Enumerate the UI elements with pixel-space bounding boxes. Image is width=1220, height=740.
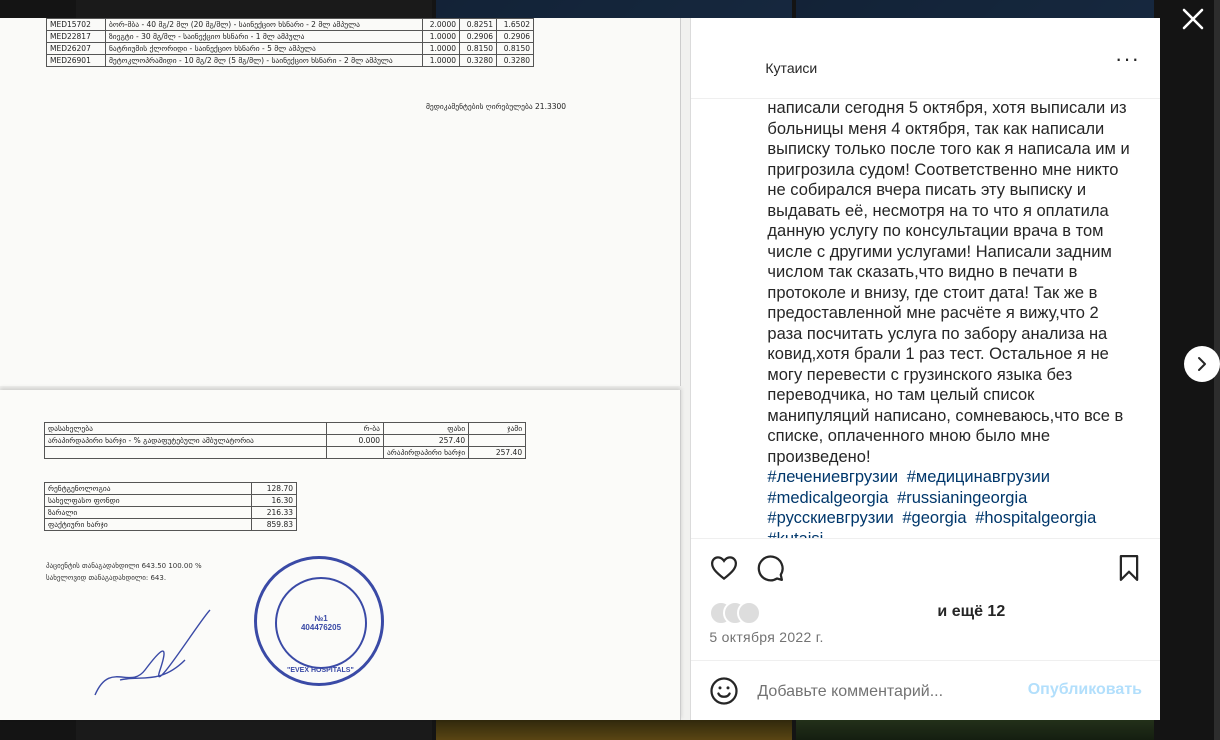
hashtag-link[interactable]: #georgia [902,509,967,527]
table-row: რენტგენოლოგია 128.70 [45,483,297,495]
bookmark-icon [1114,553,1144,583]
comment-input[interactable] [755,679,1009,705]
more-options-button[interactable] [1115,46,1140,72]
post-header [691,18,1160,99]
post-date[interactable]: 5 октября 2022 г. [709,629,824,645]
table-row: ზარალი 216.33 [45,507,297,519]
comment-bar [691,660,1160,721]
table-row: MED26901 მეტოკლოპრამიდი - 10 მგ/2 მლ (5 მგ/მლ) - საინექციო ხსნარი - 2 მლ ამპულა 1.0000 0.3280 0.3280 [47,55,534,67]
hashtag-link[interactable]: #russianingeorgia [897,488,1028,507]
avatar [737,601,761,625]
comment-icon [755,553,785,583]
likers-avatars[interactable] [709,601,759,623]
summary-table [44,422,526,459]
chevron-right-icon [1194,356,1210,372]
payment-block: პაციენტის თანაგადახდილი 643.50 100.00 % სახელოვიდ თანაგადახდილი: 643. [46,562,202,582]
table-row: სახელფასო ფონდი 16.30 [45,495,297,507]
medication-total: მედიკამენტების ღირებულება 21.3300 [426,102,567,111]
post-details-panel [690,18,1160,720]
post-media [0,18,690,720]
location-link[interactable]: Кутаиси [765,60,818,76]
emoji-icon [709,676,739,706]
save-button[interactable] [1114,553,1144,583]
post-modal [0,18,1160,720]
hashtag-link[interactable]: #русскиевгрузии [767,509,894,527]
like-button[interactable] [709,553,739,583]
publish-button[interactable]: Опубликовать [1027,681,1142,698]
hashtag-link[interactable]: #медицинавгрузии [906,468,1050,486]
table-row: არაპირდაპირი ხარჯი - % გადაფუტებული ამბულატორია 0.000 257.40 [45,435,526,447]
caption-text: написали сегодня 5 октября, хотя выписали из больницы меня 4 октября, так как написали выписку только после того как я написала им и пригрозила судом! Соответственно мне никто не собирался вчера писать эту выписку и выдавать её, несмотря на то что я оплатила данную услугу по консультации врача в том числе с другими услугами! Написали задним числом так сказать,что видно в печати в протоколе и внизу, где стоит дата! Так же в предоставленной мне расчёте я вижу,что 2 раза посчитать услуга по забору анализа на ковид,хотя брали 1 раз тест. Остальное я не могу перевести с грузинского языка без переводчика, но там целый список манипуляций написано, сомневаюсь,что все в списке, оплаченного мною было мне произведено! [767,99,1130,466]
hashtag-link[interactable]: #лечениевгрузии [767,468,899,486]
close-button[interactable] [1178,6,1208,36]
table-row: MED22817 ზიეგტი - 30 მგ/მლ - საინექციო ხსნარი - 1 მლ ამპულა 1.0000 0.2906 0.2906 [47,31,534,43]
next-post-button[interactable] [1184,346,1220,382]
table-row: არაპირდაპირი ხარჯი 257.40 [45,447,526,459]
comment-button[interactable] [755,553,785,583]
post-caption [767,98,1131,538]
hashtag-link[interactable]: #medicalgeorgia [767,488,889,507]
table-row: დასახელება რ-ბა ფასი ჯამი [45,423,526,435]
heart-icon [709,553,739,583]
medication-table [46,18,534,67]
table-row: MED15702 ბორ-მბა - 40 მგ/2 მლ (20 მგ/მლ) - საინექციო ხსნარი - 2 მლ ამპულა 2.0000 0.8251 1.6502 [47,19,534,31]
more-icon: ··· [1115,46,1140,71]
cost-table [44,482,297,531]
hashtag-list [767,467,1131,549]
hashtag-link[interactable]: #hospitalgeorgia [975,509,1097,527]
table-row: MED26207 ნატრიუმის ქლორიდი - საინექციო ხსნარი - 5 მლ ამპულა 1.0000 0.8150 0.8150 [47,43,534,55]
hospital-stamp [254,556,384,686]
signature-icon [90,600,220,710]
likes-count[interactable]: и ещё 12 [937,603,1006,620]
document-page-top [0,18,681,386]
close-icon [1182,8,1204,30]
stamp-label: "EVEX HOSPITALS" [287,667,354,674]
action-bar [691,538,1160,661]
emoji-button[interactable] [709,676,739,706]
table-row: ფაქტიური ხარჯი 859.83 [45,519,297,531]
document-page-bottom [0,390,681,720]
stamp-center: №1 404476205 [275,577,367,669]
